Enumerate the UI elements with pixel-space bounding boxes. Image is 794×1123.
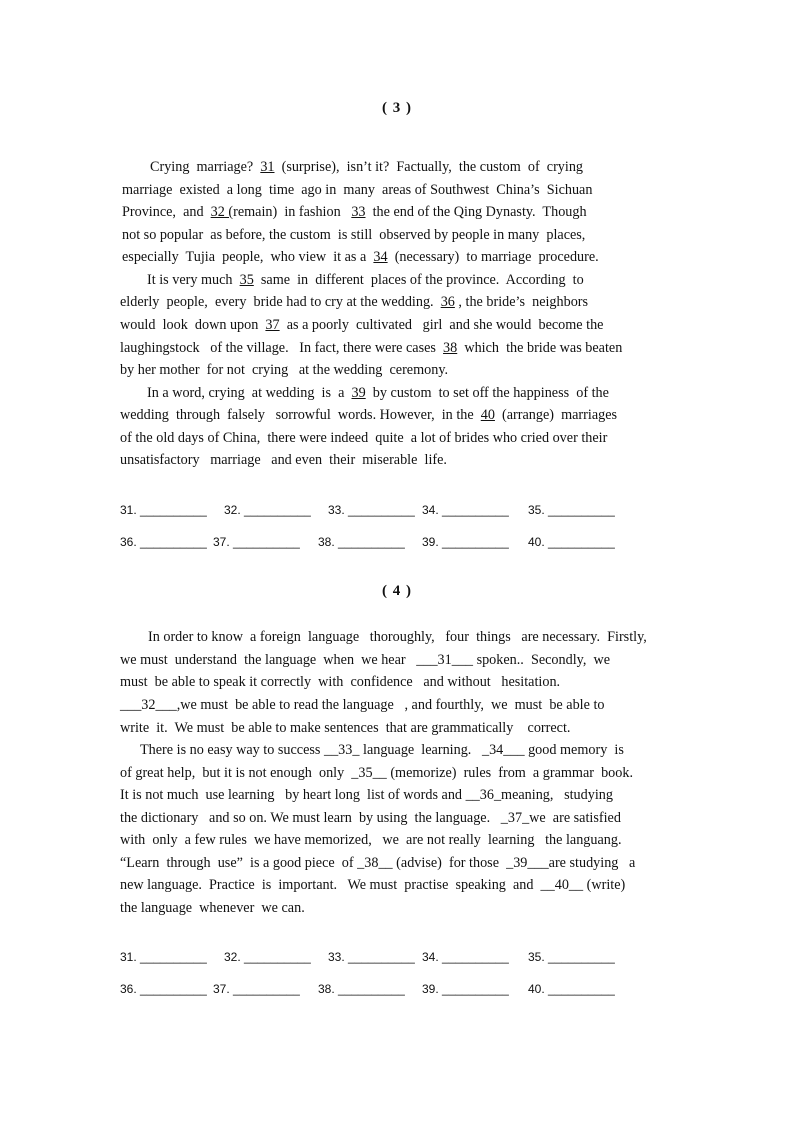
answer-blank[interactable]: 38. __________ (318, 982, 405, 996)
passage-text: marriage existed a long time ago in many areas of Southwest China’s Sichuan (122, 182, 593, 198)
passage-text: write it. We must be able to make sentences that are grammatically correct. (120, 720, 571, 736)
passage-text: same in different places of the province. According to (253, 272, 584, 288)
passage-text: In a word, crying at wedding is a (147, 385, 352, 401)
passage-line (120, 719, 570, 737)
passage-text: we must understand the language when we hear ___31___ spoken.. Secondly, we (120, 652, 611, 668)
passage-line (120, 809, 621, 827)
answer-blank[interactable]: 33. __________ (328, 503, 415, 517)
passage-line (120, 451, 447, 469)
passage-text: of great help, but it is not enough only _35__ (memorize) rules from a grammar book. (120, 765, 633, 781)
answer-blank[interactable]: 34. __________ (422, 503, 509, 517)
passage-text: not so popular as before, the custom is still observed by people in many places, (122, 227, 586, 243)
blank-number: 35 (239, 272, 254, 288)
passage-text: ___32___,we must be able to read the language , and fourthly, we must be able to (120, 697, 605, 713)
answer-blank[interactable]: 35. __________ (528, 950, 615, 964)
answer-blank[interactable]: 32. __________ (224, 950, 311, 964)
answer-blank[interactable]: 39. __________ (422, 982, 509, 996)
answer-blank[interactable]: 32. __________ (224, 503, 311, 517)
passage-line (120, 673, 560, 691)
passage-text: Crying marriage? (150, 159, 261, 175)
passage-text: new language. Practice is important. We must practise speaking and __40__ (write) (120, 877, 626, 893)
passage-text: There is no easy way to success __33_ language learning. _34___ good memory is (140, 742, 624, 758)
passage-text: unsatisfactory marriage and even their miserable life. (120, 452, 447, 468)
passage-text: must be able to speak it correctly with confidence and without hesitation. (120, 674, 561, 690)
answer-blank[interactable]: 34. __________ (422, 950, 509, 964)
passage-text: as a poorly cultivated girl and she would become the (279, 317, 604, 333)
passage-line (122, 248, 599, 266)
passage-text: , the bride’s neighbors (454, 294, 589, 310)
passage-text: (surprise), isn’t it? Factually, the custom of crying (274, 159, 584, 175)
answer-blank[interactable]: 40. __________ (528, 535, 615, 549)
passage-text: would look down upon (120, 317, 266, 333)
passage-line (120, 764, 633, 782)
blank-number: 33 (351, 204, 366, 220)
section-4-heading: ( 4 ) (382, 583, 412, 599)
passage-text: with only a few rules we have memorized, we are not really learning the languang. (120, 832, 622, 848)
blank-number: 39 (351, 385, 366, 401)
passage-text: (necessary) to marriage procedure. (387, 249, 599, 265)
passage-line (120, 696, 604, 714)
passage-text: (arrange) marriages (494, 407, 618, 423)
passage-line (122, 181, 592, 199)
answer-blank[interactable]: 31. __________ (120, 950, 207, 964)
passage-text: In order to know a foreign language thoroughly, four things are necessary. Firstly, (148, 629, 647, 645)
answer-blank[interactable]: 37. __________ (213, 982, 300, 996)
blank-number: 34 (373, 249, 388, 265)
answer-blank[interactable]: 33. __________ (328, 950, 415, 964)
answer-blank[interactable]: 39. __________ (422, 535, 509, 549)
blank-number: 32 ( (210, 204, 234, 220)
passage-text: wedding through falsely sorrowful words. However, in the (120, 407, 481, 423)
passage-line (120, 899, 305, 917)
passage-line (120, 854, 635, 872)
passage-line (120, 361, 448, 379)
passage-line (140, 741, 624, 759)
answer-blank[interactable]: 37. __________ (213, 535, 300, 549)
passage-line (120, 339, 622, 357)
passage-text: laughingstock of the village. In fact, there were cases (120, 340, 444, 356)
passage-line (120, 876, 625, 894)
section-3-heading: ( 3 ) (382, 100, 412, 116)
passage-text: It is not much use learning by heart long list of words and __36_meaning, studying (120, 787, 613, 803)
passage-text: by her mother for not crying at the wedding ceremony. (120, 362, 449, 378)
blank-number: 31 (260, 159, 275, 175)
passage-line (150, 158, 583, 176)
passage-line (147, 271, 584, 289)
passage-line (120, 831, 622, 849)
answer-blank[interactable]: 38. __________ (318, 535, 405, 549)
blank-number: 36 (440, 294, 455, 310)
blank-number: 37 (265, 317, 280, 333)
passage-text: remain) in fashion (233, 204, 352, 220)
passage-line (120, 651, 610, 669)
passage-text: by custom to set off the happiness of the (365, 385, 609, 401)
passage-line (120, 429, 607, 447)
answer-blank[interactable]: 40. __________ (528, 982, 615, 996)
passage-line (120, 786, 613, 804)
passage-line (120, 293, 588, 311)
passage-text: “Learn through use” is a good piece of _38__ (advise) for those _39___are studying a (120, 855, 636, 871)
passage-text: especially Tujia people, who view it as a (122, 249, 374, 265)
passage-text: the dictionary and so on. We must learn by using the language. _37_we are satisfied (120, 810, 621, 826)
answer-blank[interactable]: 35. __________ (528, 503, 615, 517)
passage-line (147, 384, 609, 402)
passage-text: It is very much (147, 272, 240, 288)
passage-line (120, 316, 603, 334)
passage-text: of the old days of China, there were indeed quite a lot of brides who cried over their (120, 430, 608, 446)
answer-blank[interactable]: 36. __________ (120, 982, 207, 996)
blank-number: 38 (443, 340, 458, 356)
answer-blank[interactable]: 36. __________ (120, 535, 207, 549)
answer-blank[interactable]: 31. __________ (120, 503, 207, 517)
passage-text: the end of the Qing Dynasty. Though (365, 204, 587, 220)
passage-text: the language whenever we can. (120, 900, 305, 916)
passage-line (148, 628, 647, 646)
passage-text: elderly people, every bride had to cry at the wedding. (120, 294, 441, 310)
passage-text: which the bride was beaten (457, 340, 623, 356)
passage-text: Province, and (122, 204, 211, 220)
passage-line (122, 226, 585, 244)
passage-line (122, 203, 587, 221)
passage-line (120, 406, 617, 424)
blank-number: 40 (480, 407, 495, 423)
